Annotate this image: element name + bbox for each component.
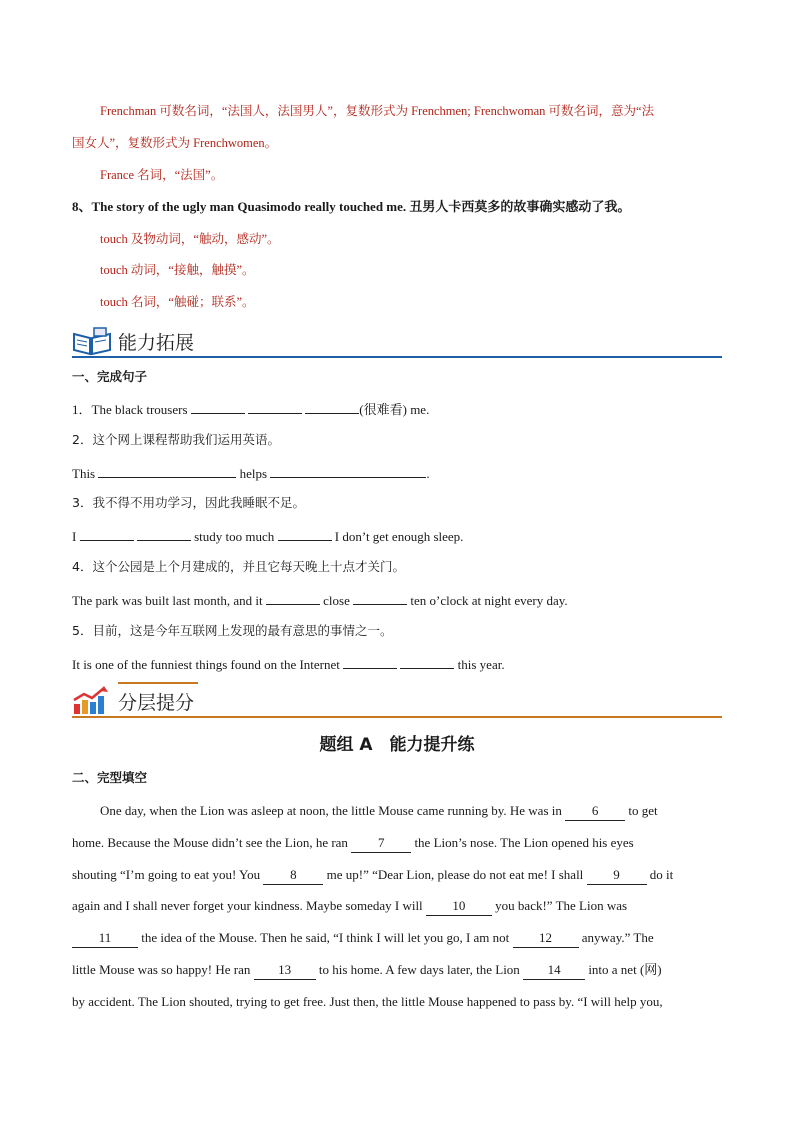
answer-blank[interactable]	[98, 463, 236, 478]
note-frenchman-line1: Frenchman 可数名词，“法国人，法国男人”，复数形式为 Frenchmen; Frenchwoman 可数名词，意为“法	[100, 104, 655, 118]
q4-text-b: close	[323, 593, 350, 608]
q4-text-c: ten o’clock at night every day.	[410, 593, 568, 608]
cloze-blank-13[interactable]: 13	[254, 961, 316, 980]
cloze-text: the Lion’s nose. The Lion opened his eyes	[414, 835, 634, 850]
growth-chart-icon	[72, 686, 112, 716]
open-book-icon	[72, 326, 112, 356]
cloze-text: you back!” The Lion was	[495, 898, 628, 913]
q1-text-b: (很难看) me.	[359, 402, 430, 417]
section-rule	[72, 356, 722, 358]
answer-blank[interactable]	[400, 654, 454, 669]
section-banner-ability-expand	[72, 326, 722, 358]
question-4-chinese: 4．这个公园是上个月建成的，并且它每天晚上十点才关门。	[72, 559, 405, 574]
q3-text-c: I don’t get enough sleep.	[334, 529, 464, 544]
note-frenchman-line2: 国女人”，复数形式为 Frenchwomen。	[72, 136, 278, 150]
answer-blank[interactable]	[248, 399, 302, 414]
cloze-text: One day, when the Lion was asleep at noon, the little Mouse came running by. He was in	[100, 803, 562, 818]
cloze-text: shouting “I’m going to eat you! You	[72, 867, 261, 882]
question-4	[72, 590, 568, 610]
sub-heading-complete-sentences: 一、完成句子	[72, 369, 148, 384]
cloze-line-7: by accident. The Lion shouted, trying to get free. Just then, the little Mouse happened to pass by. “I will help you,	[72, 994, 663, 1009]
q5-text-a: It is one of the funniest things found on the Internet	[72, 657, 340, 672]
cloze-text: to get	[628, 803, 658, 818]
cloze-blank-12[interactable]: 12	[513, 929, 579, 948]
section-title: 分层提分	[118, 692, 195, 714]
question-1	[72, 399, 429, 419]
section-banner-layered-improvement	[72, 686, 722, 718]
cloze-line-1	[100, 802, 658, 821]
cloze-line-4	[72, 897, 627, 916]
group-a-title: 题组 A 能力提升练	[319, 735, 475, 755]
cloze-blank-6[interactable]: 6	[565, 802, 625, 821]
cloze-line-6	[72, 961, 662, 980]
section-rule	[72, 716, 722, 718]
answer-blank[interactable]	[270, 463, 426, 478]
cloze-text: anyway.” The	[581, 930, 654, 945]
q5-text-b: this year.	[457, 657, 505, 672]
answer-blank[interactable]	[191, 399, 245, 414]
cloze-blank-10[interactable]: 10	[426, 897, 492, 916]
question-2-chinese: 2．这个网上课程帮助我们运用英语。	[72, 432, 280, 447]
q2-text-a: This	[72, 466, 96, 481]
cloze-line-2	[72, 834, 634, 853]
cloze-line-5	[72, 929, 654, 948]
cloze-blank-11[interactable]: 11	[72, 929, 138, 948]
cloze-blank-9[interactable]: 9	[587, 866, 647, 885]
item-8-sentence: 8、The story of the ugly man Quasimodo really touched me. 丑男人卡西莫多的故事确实感动了我。	[72, 199, 631, 214]
cloze-text: again and I shall never forget your kindness. Maybe someday I will	[72, 898, 423, 913]
question-5-chinese: 5．目前，这是今年互联网上发现的最有意思的事情之一。	[72, 623, 393, 638]
cloze-blank-7[interactable]: 7	[351, 834, 411, 853]
note-touch-1: touch 及物动词，“触动，感动”。	[100, 232, 280, 246]
answer-blank[interactable]	[353, 590, 407, 605]
q3-text-a: I	[72, 529, 77, 544]
q3-text-b: study too much	[194, 529, 275, 544]
answer-blank[interactable]	[80, 526, 134, 541]
q2-text-c: .	[426, 466, 430, 481]
question-3	[72, 526, 463, 546]
note-touch-3: touch 名词，“触碰；联系”。	[100, 295, 255, 309]
q2-text-b: helps	[239, 466, 268, 481]
cloze-text: home. Because the Mouse didn’t see the Lion, he ran	[72, 835, 348, 850]
question-5	[72, 654, 505, 674]
note-touch-2: touch 动词，“接触，触摸”。	[100, 263, 255, 277]
cloze-text: do it	[649, 867, 674, 882]
cloze-text: me up!” “Dear Lion, please do not eat me! I shall	[326, 867, 584, 882]
cloze-text: to his home. A few days later, the Lion	[318, 962, 520, 977]
cloze-text: into a net (网)	[588, 962, 662, 977]
question-2	[72, 463, 430, 483]
answer-blank[interactable]	[266, 590, 320, 605]
cloze-blank-14[interactable]: 14	[523, 961, 585, 980]
answer-blank[interactable]	[343, 654, 397, 669]
cloze-text: the idea of the Mouse. Then he said, “I think I will let you go, I am not	[141, 930, 510, 945]
banner-accent-line	[118, 682, 198, 684]
cloze-text: little Mouse was so happy! He ran	[72, 962, 251, 977]
answer-blank[interactable]	[305, 399, 359, 414]
question-3-chinese: 3．我不得不用功学习，因此我睡眠不足。	[72, 495, 305, 510]
cloze-line-3	[72, 866, 673, 885]
q1-text-a: 1．The black trousers	[72, 402, 188, 417]
answer-blank[interactable]	[278, 526, 332, 541]
q4-text-a: The park was built last month, and it	[72, 593, 263, 608]
note-france: France 名词，“法国”。	[100, 168, 224, 182]
answer-blank[interactable]	[137, 526, 191, 541]
cloze-blank-8[interactable]: 8	[263, 866, 323, 885]
sub-heading-cloze: 二、完型填空	[72, 770, 148, 785]
section-title: 能力拓展	[118, 332, 195, 354]
